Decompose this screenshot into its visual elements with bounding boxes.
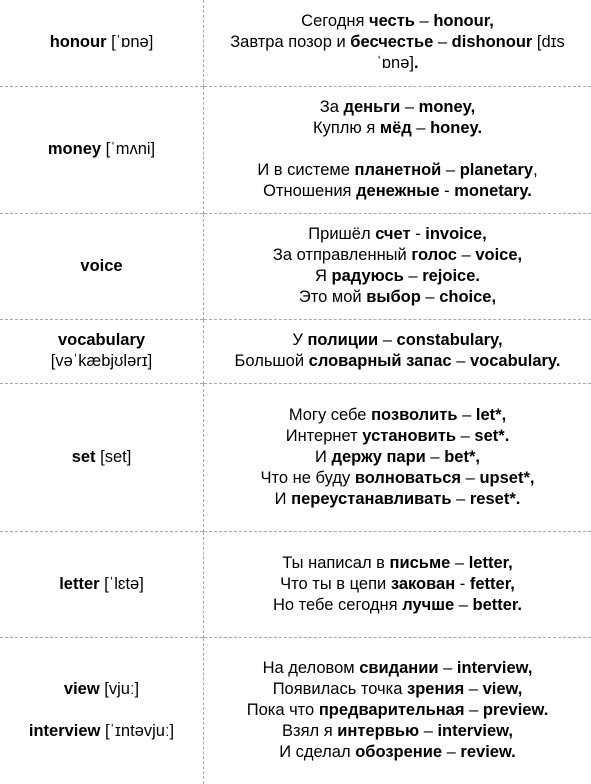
rhyme-line <box>212 489 583 510</box>
bold-term: constabulary, <box>396 331 503 349</box>
rhyme-text: Что ты в цепи <box>280 574 391 593</box>
rhyme-text: – <box>441 161 460 179</box>
rhyme-line <box>212 405 583 426</box>
bold-term: предварительная <box>318 701 465 720</box>
bold-term: переустанавливать <box>291 489 452 508</box>
headword-line <box>6 679 197 700</box>
bold-term: voice, <box>475 246 523 264</box>
rhyme-line <box>212 553 583 574</box>
vocab-row <box>0 86 591 213</box>
bold-term: закован <box>390 574 456 593</box>
bold-term: держу пари <box>331 447 426 466</box>
rhyme-cell <box>204 86 591 213</box>
rhyme-line <box>212 266 583 287</box>
headword: honour <box>49 33 107 52</box>
bold-term: money, <box>418 98 476 116</box>
bold-term: interview, <box>456 659 533 678</box>
rhyme-text: – <box>442 743 461 762</box>
bold-term: set*. <box>474 426 510 445</box>
headword-line <box>6 32 197 53</box>
rhyme-text: На деловом <box>262 659 360 678</box>
rhyme-text: – <box>454 595 473 614</box>
rhyme-line <box>212 721 583 742</box>
rhyme-line <box>212 447 583 468</box>
bold-term: reset*. <box>469 489 521 508</box>
headword-line <box>6 330 197 351</box>
rhyme-line <box>212 426 583 447</box>
rhyme-line <box>212 700 583 721</box>
headword: voice <box>80 256 123 275</box>
rhyme-line <box>212 742 583 763</box>
bold-term: лучше <box>402 595 455 614</box>
bold-term: view, <box>482 680 523 699</box>
vocab-row <box>0 531 591 637</box>
headword-cell <box>0 213 204 319</box>
headword-cell <box>0 383 204 531</box>
rhyme-line <box>212 181 583 202</box>
bold-term: review. <box>460 743 516 762</box>
rhyme-text: Ты написал в <box>282 553 390 572</box>
rhyme-text: Взял я <box>282 722 338 741</box>
rhyme-text: ˈɒnə] <box>376 54 414 73</box>
rhyme-text: – <box>464 701 483 720</box>
bold-term: honour, <box>433 12 494 31</box>
bold-term: choice, <box>439 288 497 306</box>
rhyme-text: У <box>292 331 308 349</box>
bold-term: планетной <box>354 161 442 179</box>
bold-term: деньги <box>343 98 401 116</box>
bold-term: let*, <box>475 405 507 424</box>
bold-term: better. <box>472 595 523 614</box>
rhyme-text: Пришёл <box>308 225 376 243</box>
transcription: [ˈɪntəvjuː] <box>100 722 175 741</box>
transcription: [vjuː] <box>99 680 140 699</box>
headword-cell <box>0 637 204 784</box>
rhyme-text: – <box>420 288 440 306</box>
bold-term: dishonour <box>451 33 533 52</box>
bold-term: invoice, <box>425 225 487 243</box>
rhyme-line <box>212 468 583 489</box>
bold-term: interview, <box>437 722 513 741</box>
bold-term: позволить <box>371 405 458 424</box>
rhyme-text: Куплю я <box>312 119 380 137</box>
rhyme-text: – <box>411 119 431 137</box>
headword: set <box>71 447 96 466</box>
rhyme-text: Появилась точка <box>272 680 407 699</box>
rhyme-text: – <box>433 33 452 52</box>
bold-term: . <box>414 54 419 73</box>
headword-line <box>6 351 197 372</box>
vocab-row <box>0 0 591 86</box>
rhyme-line <box>212 97 583 118</box>
rhyme-cell <box>204 531 591 637</box>
headword-spacer <box>6 700 197 721</box>
rhyme-text: Интернет <box>285 426 363 445</box>
rhyme-text: – <box>400 98 419 116</box>
rhyme-text: – <box>438 659 457 678</box>
rhyme-text: Большой <box>234 352 309 370</box>
rhyme-line <box>212 118 583 139</box>
rhyme-text: - <box>439 182 455 200</box>
rhyme-text: – <box>450 553 469 572</box>
rhyme-text: Я <box>315 267 332 285</box>
transcription: [ˈɒnə] <box>106 33 154 52</box>
rhyme-line <box>212 679 583 700</box>
bold-term: честь <box>369 12 415 31</box>
bold-term: интервью <box>337 722 420 741</box>
rhyme-text: Это мой <box>298 288 367 306</box>
rhyme-line <box>212 53 583 74</box>
headword-cell <box>0 86 204 213</box>
rhyme-text: [dɪs <box>532 33 565 52</box>
rhyme-text: – <box>461 468 480 487</box>
rhyme-text: Что не буду <box>260 468 355 487</box>
rhyme-text: Но тебе сегодня <box>272 595 403 614</box>
rhyme-text: , <box>533 161 538 179</box>
rhyme-text: За <box>319 98 344 116</box>
headword-cell <box>0 531 204 637</box>
headword: money <box>47 140 102 158</box>
bold-term: зрения <box>407 680 465 699</box>
bold-term: полиции <box>307 331 379 349</box>
bold-term: голос <box>411 246 457 264</box>
transcription: [ˈmʌni] <box>101 140 156 158</box>
bold-term: vocabulary. <box>469 352 561 370</box>
rhyme-text: Пока что <box>246 701 319 720</box>
headword-line <box>6 721 197 742</box>
rhyme-line <box>212 245 583 266</box>
rhyme-text: – <box>403 267 423 285</box>
rhyme-line <box>212 595 583 616</box>
headword-cell <box>0 0 204 86</box>
rhyme-text: - <box>410 225 426 243</box>
rhyme-text: – <box>456 246 476 264</box>
bold-term: письме <box>389 553 451 572</box>
bold-term: planetary <box>459 161 534 179</box>
headword: vocabulary <box>57 331 146 349</box>
rhyme-cell <box>204 383 591 531</box>
rhyme-blank-line <box>212 139 583 160</box>
rhyme-text: – <box>425 447 445 466</box>
bold-term: радуюсь <box>331 267 404 285</box>
headword-line <box>6 447 197 468</box>
bold-term: бесчестье <box>350 33 434 52</box>
rhyme-line <box>212 224 583 245</box>
rhyme-line <box>212 11 583 32</box>
rhyme-line <box>212 351 583 372</box>
rhyme-cell <box>204 0 591 86</box>
vocab-row <box>0 637 591 784</box>
rhyme-line <box>212 32 583 53</box>
transcription: [vəˈkæbjʊlərɪ] <box>50 352 153 370</box>
rhyme-cell <box>204 319 591 383</box>
rhyme-text: – <box>457 405 476 424</box>
bold-term: fetter, <box>469 574 515 593</box>
bold-term: preview. <box>482 701 549 720</box>
bold-term: установить <box>362 426 457 445</box>
rhyme-text: – <box>419 722 438 741</box>
bold-term: денежные <box>356 182 440 200</box>
vocab-row <box>0 213 591 319</box>
bold-term: выбор <box>366 288 421 306</box>
rhyme-line <box>212 287 583 308</box>
rhyme-text: – <box>451 352 470 370</box>
rhyme-text: Отношения <box>263 182 357 200</box>
bold-term: свидании <box>359 659 439 678</box>
bold-term: словарный запас <box>308 352 452 370</box>
rhyme-text: Могу себе <box>288 405 372 424</box>
bold-term: upset*, <box>479 468 535 487</box>
rhyme-text: И сделал <box>279 743 356 762</box>
vocab-row <box>0 319 591 383</box>
bold-term: счет <box>375 225 411 243</box>
bold-term: rejoice. <box>422 267 480 285</box>
rhyme-text: – <box>414 12 434 31</box>
bold-term: bet*, <box>444 447 480 466</box>
rhyme-cell <box>204 213 591 319</box>
transcription: [ˈlɛtə] <box>99 574 144 593</box>
rhyme-line <box>212 160 583 181</box>
bold-term: волноваться <box>354 468 462 487</box>
headword: letter <box>59 574 100 593</box>
headword-line <box>6 139 197 160</box>
rhyme-line <box>212 330 583 351</box>
rhyme-text: – <box>464 680 483 699</box>
headword-line <box>6 256 197 277</box>
rhyme-text: – <box>456 426 475 445</box>
rhyme-line <box>212 574 583 595</box>
vocab-row <box>0 383 591 531</box>
headword: interview <box>28 722 101 741</box>
bold-term: letter, <box>468 553 513 572</box>
rhyme-text: Сегодня <box>301 12 369 31</box>
rhyme-text: За отправленный <box>272 246 412 264</box>
rhyme-line <box>212 658 583 679</box>
rhyme-cell <box>204 637 591 784</box>
bold-term: мёд <box>379 119 412 137</box>
headword-cell <box>0 319 204 383</box>
headword-line <box>6 574 197 595</box>
bold-term: обозрение <box>355 743 443 762</box>
bold-term: honey. <box>430 119 483 137</box>
rhyme-text: – <box>451 489 470 508</box>
headword: view <box>63 680 100 699</box>
bold-term: monetary. <box>454 182 532 200</box>
rhyme-text: Завтра позор и <box>230 33 351 52</box>
rhyme-text: - <box>455 574 470 593</box>
rhyme-text: И <box>315 447 332 466</box>
rhyme-text: И в системе <box>257 161 355 179</box>
rhyme-text: – <box>378 331 397 349</box>
rhyme-text: И <box>274 489 292 508</box>
transcription: [set] <box>95 447 132 466</box>
